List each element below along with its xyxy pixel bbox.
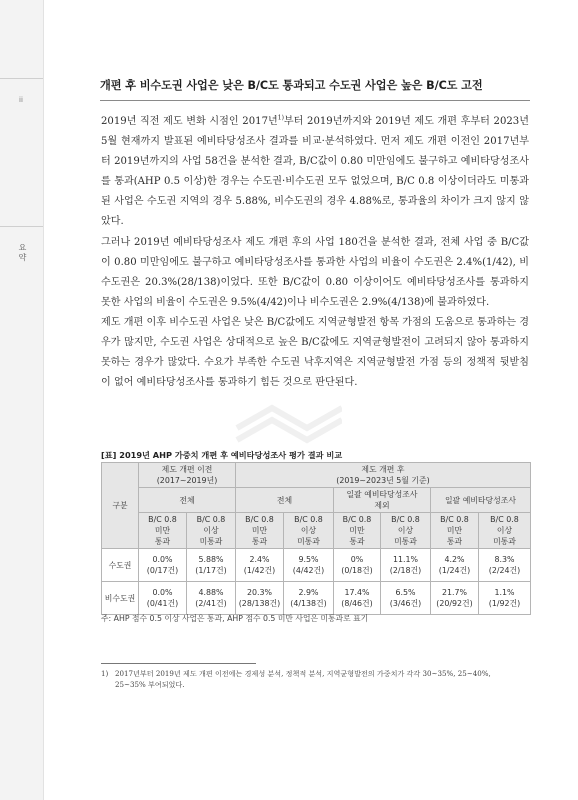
sidebar <box>0 0 44 800</box>
leaf-header-lt: B/C 0.8 미만 통과 <box>236 513 284 549</box>
group-header: 구분 <box>102 463 139 549</box>
sidebar-divider <box>0 226 43 227</box>
leaf-header-ge: B/C 0.8 이상 미통과 <box>381 513 431 549</box>
leaf-header-ge: B/C 0.8 이상 미통과 <box>284 513 334 549</box>
period-before-header: 제도 개편 이전 (2017~2019년) <box>139 463 236 488</box>
footnote-ref[interactable]: 1) <box>277 114 284 122</box>
paragraph-1: 2019년 직전 제도 변화 시점인 2017년$^{1)}$부터 2019년까지와 2019년 제도 개편 후부터 2023년 5월 현재까지 발표된 예비타당성조사 결과를 비교·분석하였다. 먼저 제도 개편 이전인 2017년부터 2019년까지의 사업 58건을 분석한 결과, B/C값이 0.80 미만임에도 불구하고 예비타당성조사를 통과(AHP 0.5 이상)한 경우는 수도권·비수도권 모두 없었으며, B/C 0.8 이상이더라도 미통과된 사업은 수도권 지역의 경우 5.88%, 비수도권의 경우 4.88%로, 통과율의 차이가 크지 않지 않았다. <box>101 114 529 228</box>
body-text <box>101 112 529 393</box>
subheader-excluding-bulk: 일괄 예비타당성조사 제외 <box>334 488 431 513</box>
header-row <box>102 463 531 488</box>
section-label: 요약 <box>18 243 27 263</box>
subheader-bulk: 일괄 예비타당성조사 <box>431 488 531 513</box>
table-cell: 0.0% (0/41건) <box>139 582 187 615</box>
table-cell: 6.5% (3/46건) <box>381 582 431 615</box>
paragraph-3: 제도 개편 이후 비수도권 사업은 낮은 B/C값에도 지역균형발전 항목 가점의 도움으로 통과하는 경우가 많지만, 수도권 사업은 상대적으로 높은 B/C값에도 지역균형발전이 고려되지 않아 통과하지 못하는 경우가 많았다. 수요가 부족한 수도권 낙후지역은 지역균형발전 가점 등의 정책적 뒷받침이 없어 예비타당성조사를 통과하기 힘든 것으로 판단된다. <box>101 316 529 389</box>
row-label: 수도권 <box>102 549 139 582</box>
leaf-header-ge: B/C 0.8 이상 미통과 <box>479 513 531 549</box>
table-cell: 1.1% (1/92건) <box>479 582 531 615</box>
paragraph-2: 그러나 2019년 예비타당성조사 제도 개편 후의 사업 180건을 분석한 결과, 전체 사업 중 B/C값이 0.80 미만임에도 불구하고 예비타당성조사를 통과한 사업의 비율이 수도권은 2.4%(1/42), 비수도권은 20.3%(28/138)이었다. 또한 B/C값이 0.80 이상이어도 예비타당성조사를 통과하지 못한 사업의 비율이 수도권은 9.5%(4/42)이나 비수도권은 2.9%(4/138)에 불과하였다. <box>101 236 529 308</box>
header-row <box>102 488 531 513</box>
subheader-all-after: 전체 <box>236 488 334 513</box>
row-label: 비수도권 <box>102 582 139 615</box>
table-cell: 4.2% (1/24건) <box>431 549 479 582</box>
footnote-line: 2017년부터 2019년 제도 개편 이전에는 경제성 분석, 정책적 분석, 지역균형발전의 가중치가 각각 30~35%, 25~40%, <box>115 669 491 678</box>
table-cell: 20.3% (28/138건) <box>236 582 284 615</box>
heading-rule <box>100 100 530 101</box>
section-heading: 개편 후 비수도권 사업은 낮은 B/C도 통과되고 수도권 사업은 높은 B/C도 고전 <box>100 79 483 92</box>
period-after-header: 제도 개편 후 (2019~2023년 5월 기준) <box>236 463 531 488</box>
footnote-line: 25~35% 부여되었다. <box>115 680 185 689</box>
leaf-header-lt: B/C 0.8 미만 통과 <box>334 513 381 549</box>
table-cell: 11.1% (2/18건) <box>381 549 431 582</box>
table-cell: 5.88% (1/17건) <box>187 549 236 582</box>
leaf-header-ge: B/C 0.8 이상 미통과 <box>187 513 236 549</box>
watermark-graphic <box>232 388 342 448</box>
leaf-header-lt: B/C 0.8 미만 통과 <box>139 513 187 549</box>
table-cell: 8.3% (2/24건) <box>479 549 531 582</box>
table-caption: [표] 2019년 AHP 가중치 개편 후 예비타당성조사 평가 결과 비교 <box>101 450 343 460</box>
subheader-all-before: 전체 <box>139 488 236 513</box>
footnote-rule <box>101 663 256 664</box>
footnote <box>101 668 529 690</box>
table-cell: 17.4% (8/46건) <box>334 582 381 615</box>
footnote-number: 1) <box>101 669 109 678</box>
header-row <box>102 513 531 549</box>
table-cell: 0.0% (0/17건) <box>139 549 187 582</box>
evaluation-table <box>101 462 531 615</box>
table-row <box>102 582 531 615</box>
table-row <box>102 549 531 582</box>
sidebar-divider <box>0 78 43 79</box>
page-number: ii <box>19 96 23 104</box>
table-cell: 21.7% (20/92건) <box>431 582 479 615</box>
leaf-header-lt: B/C 0.8 미만 통과 <box>431 513 479 549</box>
table-cell: 0% (0/18건) <box>334 549 381 582</box>
table-cell: 2.9% (4/138건) <box>284 582 334 615</box>
table-cell: 2.4% (1/42건) <box>236 549 284 582</box>
table-note: 주: AHP 점수 0.5 이상 사업은 통과, AHP 점수 0.5 미만 사업은 미통과로 표기 <box>101 614 369 623</box>
table-cell: 4.88% (2/41건) <box>187 582 236 615</box>
table-cell: 9.5% (4/42건) <box>284 549 334 582</box>
